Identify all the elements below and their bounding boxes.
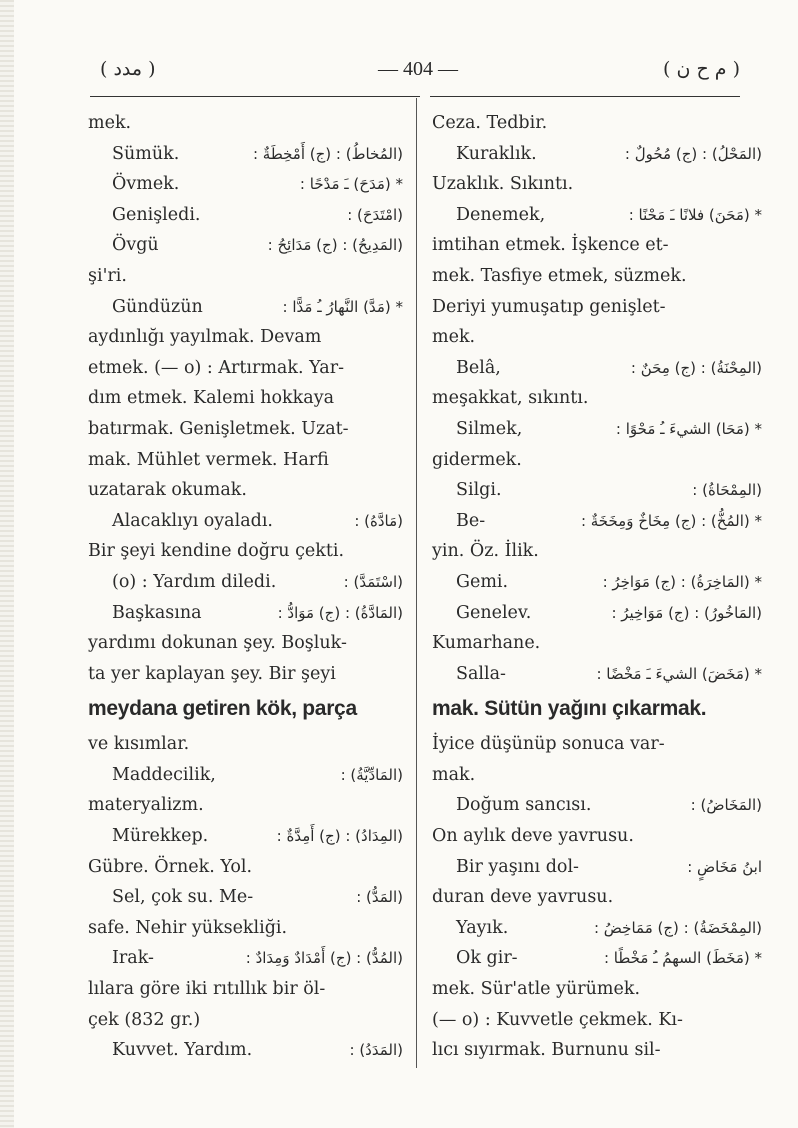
entry-line xyxy=(432,913,762,944)
entry-text: Başkasına xyxy=(112,602,202,623)
page-number: — 404 — xyxy=(378,58,458,80)
entry-text: meşakkat, sıkıntı. xyxy=(432,388,589,409)
entry-line xyxy=(88,1035,403,1066)
entry-line xyxy=(432,353,762,384)
entry-line xyxy=(88,659,403,690)
entry-line xyxy=(432,598,762,629)
entry-text: Ceza. Tedbir. xyxy=(432,113,548,133)
entry-line xyxy=(432,445,762,476)
header-rule-left xyxy=(90,96,420,97)
entry-line xyxy=(88,108,403,139)
arabic-headword: (المَدِيحُ) : (ج) مَدَائِحُ : xyxy=(267,236,403,255)
arabic-headword: (المِحْنَةُ) : (ج) مِحَنٌ : xyxy=(630,358,762,377)
entry-line xyxy=(432,821,762,852)
page-header xyxy=(100,58,740,94)
entry-line xyxy=(432,1035,762,1066)
entry-line xyxy=(88,790,403,821)
entry-line xyxy=(432,169,762,200)
entry-text: Sümük. xyxy=(112,143,180,164)
entry-line xyxy=(88,261,403,292)
entry-line xyxy=(88,1005,403,1036)
entry-line xyxy=(432,567,762,598)
entry-line xyxy=(88,882,403,913)
entry-text: Övgü xyxy=(112,235,159,256)
entry-text: Irak- xyxy=(112,948,154,969)
entry-line xyxy=(88,414,403,445)
entry-text: Övmek. xyxy=(112,174,180,195)
arabic-headword: (المَادَّةُ) : (ج) مَوَادُّ : xyxy=(277,603,403,622)
entry-line xyxy=(88,689,403,729)
entry-text: yardımı dokunan şey. Boşluk- xyxy=(88,633,347,654)
arabic-headword: (المِمْخَضَةُ) : (ج) مَمَاخِضُ : xyxy=(593,918,762,937)
entry-text: On aylık deve yavrusu. xyxy=(432,826,634,847)
entry-text: mak. Sütün yağını çıkarmak. xyxy=(432,697,707,721)
entry-line xyxy=(88,729,403,760)
entry-text: Alacaklıyı oyaladı. xyxy=(112,510,273,531)
entry-line xyxy=(88,943,403,974)
entry-line xyxy=(432,628,762,659)
entry-line xyxy=(432,1005,762,1036)
arabic-headword: ابنُ مَخَاضٍ : xyxy=(687,857,762,876)
entry-text: Gündüzün xyxy=(112,296,203,317)
entry-line xyxy=(432,506,762,537)
entry-line xyxy=(88,913,403,944)
entry-line xyxy=(88,383,403,414)
entry-line xyxy=(88,353,403,384)
column-divider xyxy=(416,98,417,1068)
entry-line xyxy=(432,852,762,883)
arabic-headword: (المُدُّ) : (ج) أَمْدَادٌ وَمِدَادٌ : xyxy=(245,949,403,968)
entry-text: Bir yaşını dol- xyxy=(456,856,579,877)
entry-text: batırmak. Genişletmek. Uzat- xyxy=(88,418,349,439)
entry-text: Silmek, xyxy=(456,418,523,439)
arabic-headword: (مَادَّهُ) : xyxy=(354,511,403,530)
entry-text: mek. Tasfiye etmek, süzmek. xyxy=(432,265,687,286)
entry-line xyxy=(88,628,403,659)
entry-line xyxy=(88,821,403,852)
entry-text: yin. Öz. İlik. xyxy=(432,541,539,562)
entry-text: Kuraklık. xyxy=(456,143,537,164)
entry-text: ve kısımlar. xyxy=(88,734,190,755)
entry-line xyxy=(88,169,403,200)
entry-line xyxy=(432,536,762,567)
entry-text: Gübre. Örnek. Yol. xyxy=(88,856,253,877)
entry-line xyxy=(88,139,403,170)
entry-text: Mürekkep. xyxy=(112,826,209,847)
entry-text: duran deve yavrusu. xyxy=(432,887,614,908)
entry-text: etmek. (— o) : Artırmak. Yar- xyxy=(88,357,345,378)
entry-text: (— o) : Kuvvetle çekmek. Kı- xyxy=(432,1009,683,1030)
arabic-headword: (المُخاطُ) : (ج) أَمْخِطَةٌ : xyxy=(252,144,403,163)
entry-line xyxy=(432,108,762,139)
entry-line xyxy=(432,230,762,261)
arabic-headword: (المَادِّيَّةُ) : xyxy=(340,765,403,784)
entry-text: Genişledi. xyxy=(112,204,201,225)
entry-text: Maddecilik, xyxy=(112,764,216,785)
entry-text: Ok gir- xyxy=(456,948,518,969)
entry-text: mak. xyxy=(432,764,476,785)
entry-text: safe. Nehir yüksekliği. xyxy=(88,917,288,938)
entry-line xyxy=(88,230,403,261)
arabic-headword: (المَخَاضُ) : xyxy=(690,796,762,815)
entry-line xyxy=(88,598,403,629)
left-column xyxy=(88,108,403,1066)
entry-text: Genelev. xyxy=(456,602,532,623)
entry-line xyxy=(432,322,762,353)
entry-line xyxy=(88,322,403,353)
entry-text: lılara göre iki rıtıllık bir öl- xyxy=(88,979,326,1000)
entry-text: mek. xyxy=(432,327,476,348)
entry-text: Salla- xyxy=(456,663,506,684)
entry-line xyxy=(88,974,403,1005)
entry-text: lıcı sıyırmak. Burnunu sil- xyxy=(432,1040,661,1061)
entry-text: Kumarhane. xyxy=(432,633,541,654)
entry-line xyxy=(88,567,403,598)
entry-text: Bir şeyi kendine doğru çekti. xyxy=(88,541,345,562)
entry-line xyxy=(432,475,762,506)
entry-line xyxy=(432,943,762,974)
entry-text: Doğum sancısı. xyxy=(456,795,592,816)
entry-line xyxy=(432,974,762,1005)
arabic-headword: (المِمْحَاةُ) : xyxy=(692,481,762,500)
entry-line xyxy=(432,659,762,690)
arabic-headword: (امْتَدَحَ) : xyxy=(347,205,403,224)
arabic-headword: (المِدَادُ) : (ج) أَمِدَّةٌ : xyxy=(276,827,403,846)
entry-line xyxy=(88,506,403,537)
header-rule-right xyxy=(430,96,740,97)
entry-text: Sel, çok su. Me- xyxy=(112,887,254,908)
arabic-headword: (اسْتَمَدَّ) : xyxy=(343,572,403,591)
entry-line xyxy=(432,790,762,821)
entry-line xyxy=(432,729,762,760)
arabic-headword: (المَدُّ) : xyxy=(356,888,403,907)
entry-text: (o) : Yardım diledi. xyxy=(112,571,277,592)
entry-line xyxy=(432,261,762,292)
arabic-headword: * (مَدَّ) النَّهارُ ـُ مَدًّا : xyxy=(282,297,403,316)
entry-line xyxy=(88,536,403,567)
entry-text: materyalizm. xyxy=(88,795,204,816)
entry-text: imtihan etmek. İşkence et- xyxy=(432,235,669,256)
page-edge xyxy=(0,0,14,1128)
entry-text: uzatarak okumak. xyxy=(88,480,247,501)
entry-line xyxy=(432,882,762,913)
entry-line xyxy=(88,292,403,323)
entry-line xyxy=(432,414,762,445)
entry-line xyxy=(432,383,762,414)
entry-text: Kuvvet. Yardım. xyxy=(112,1040,253,1061)
entry-text: mek. xyxy=(88,113,132,133)
arabic-headword: (المَحْلُ) : (ج) مُحُولٌ : xyxy=(624,144,762,163)
arabic-headword: * (مَخَضَ) الشيءَ ـَ مَخْضًا : xyxy=(596,664,762,683)
arabic-headword: (المَدَدُ) : xyxy=(349,1041,403,1060)
entry-text: aydınlığı yayılmak. Devam xyxy=(88,327,322,348)
arabic-headword: * (المَاخِرَةُ) : (ج) مَوَاخِرُ : xyxy=(602,572,762,591)
arabic-headword: * (مَحَا) الشيءَ ـُ مَحْوًا : xyxy=(615,419,762,438)
entry-line xyxy=(88,852,403,883)
entry-line xyxy=(432,200,762,231)
entry-text: Uzaklık. Sıkıntı. xyxy=(432,174,574,195)
entry-text: Denemek, xyxy=(456,204,546,225)
entry-text: ta yer kaplayan şey. Bir şeyi xyxy=(88,663,336,684)
entry-line xyxy=(432,139,762,170)
entry-text: İyice düşünüp sonuca var- xyxy=(432,734,665,755)
entry-line xyxy=(432,760,762,791)
header-right-root: ( م ح ن ) xyxy=(663,58,740,80)
arabic-headword: * (مَحَنَ) فلانًا ـَ مَحْنًا : xyxy=(628,205,762,224)
entry-text: Belâ, xyxy=(456,357,501,378)
entry-line xyxy=(88,445,403,476)
header-left-root: ( مدد ) xyxy=(100,58,156,80)
entry-line xyxy=(432,292,762,323)
entry-text: Gemi. xyxy=(456,571,509,592)
entry-text: Silgi. xyxy=(456,480,502,501)
entry-text: Yayık. xyxy=(456,917,509,938)
entry-line xyxy=(88,760,403,791)
entry-line xyxy=(88,200,403,231)
entry-text: Be- xyxy=(456,510,486,531)
entry-text: dım etmek. Kalemi hokkaya xyxy=(88,388,335,409)
arabic-headword: * (المُخُّ) : (ج) مِخَاخٌ وَمِخَخَةٌ : xyxy=(580,511,762,530)
entry-line xyxy=(432,689,762,729)
arabic-headword: * (مَدَحَ) ـَ مَدْحًا : xyxy=(299,175,403,194)
arabic-headword: * (مَخَطَ) السهمُ ـُ مَخْطًا : xyxy=(603,949,762,968)
entry-line xyxy=(88,475,403,506)
right-column xyxy=(432,108,762,1066)
entry-text: mek. Sür'atle yürümek. xyxy=(432,979,641,1000)
entry-text: gidermek. xyxy=(432,449,522,470)
entry-text: çek (832 gr.) xyxy=(88,1009,201,1030)
arabic-headword: (المَاخُورُ) : (ج) مَوَاخِيرُ : xyxy=(611,603,762,622)
entry-text: meydana getiren kök, parça xyxy=(88,697,357,721)
entry-text: Deriyi yumuşatıp genişlet- xyxy=(432,296,666,317)
entry-text: mak. Mühlet vermek. Harfi xyxy=(88,449,329,470)
entry-text: şi'ri. xyxy=(88,265,127,286)
